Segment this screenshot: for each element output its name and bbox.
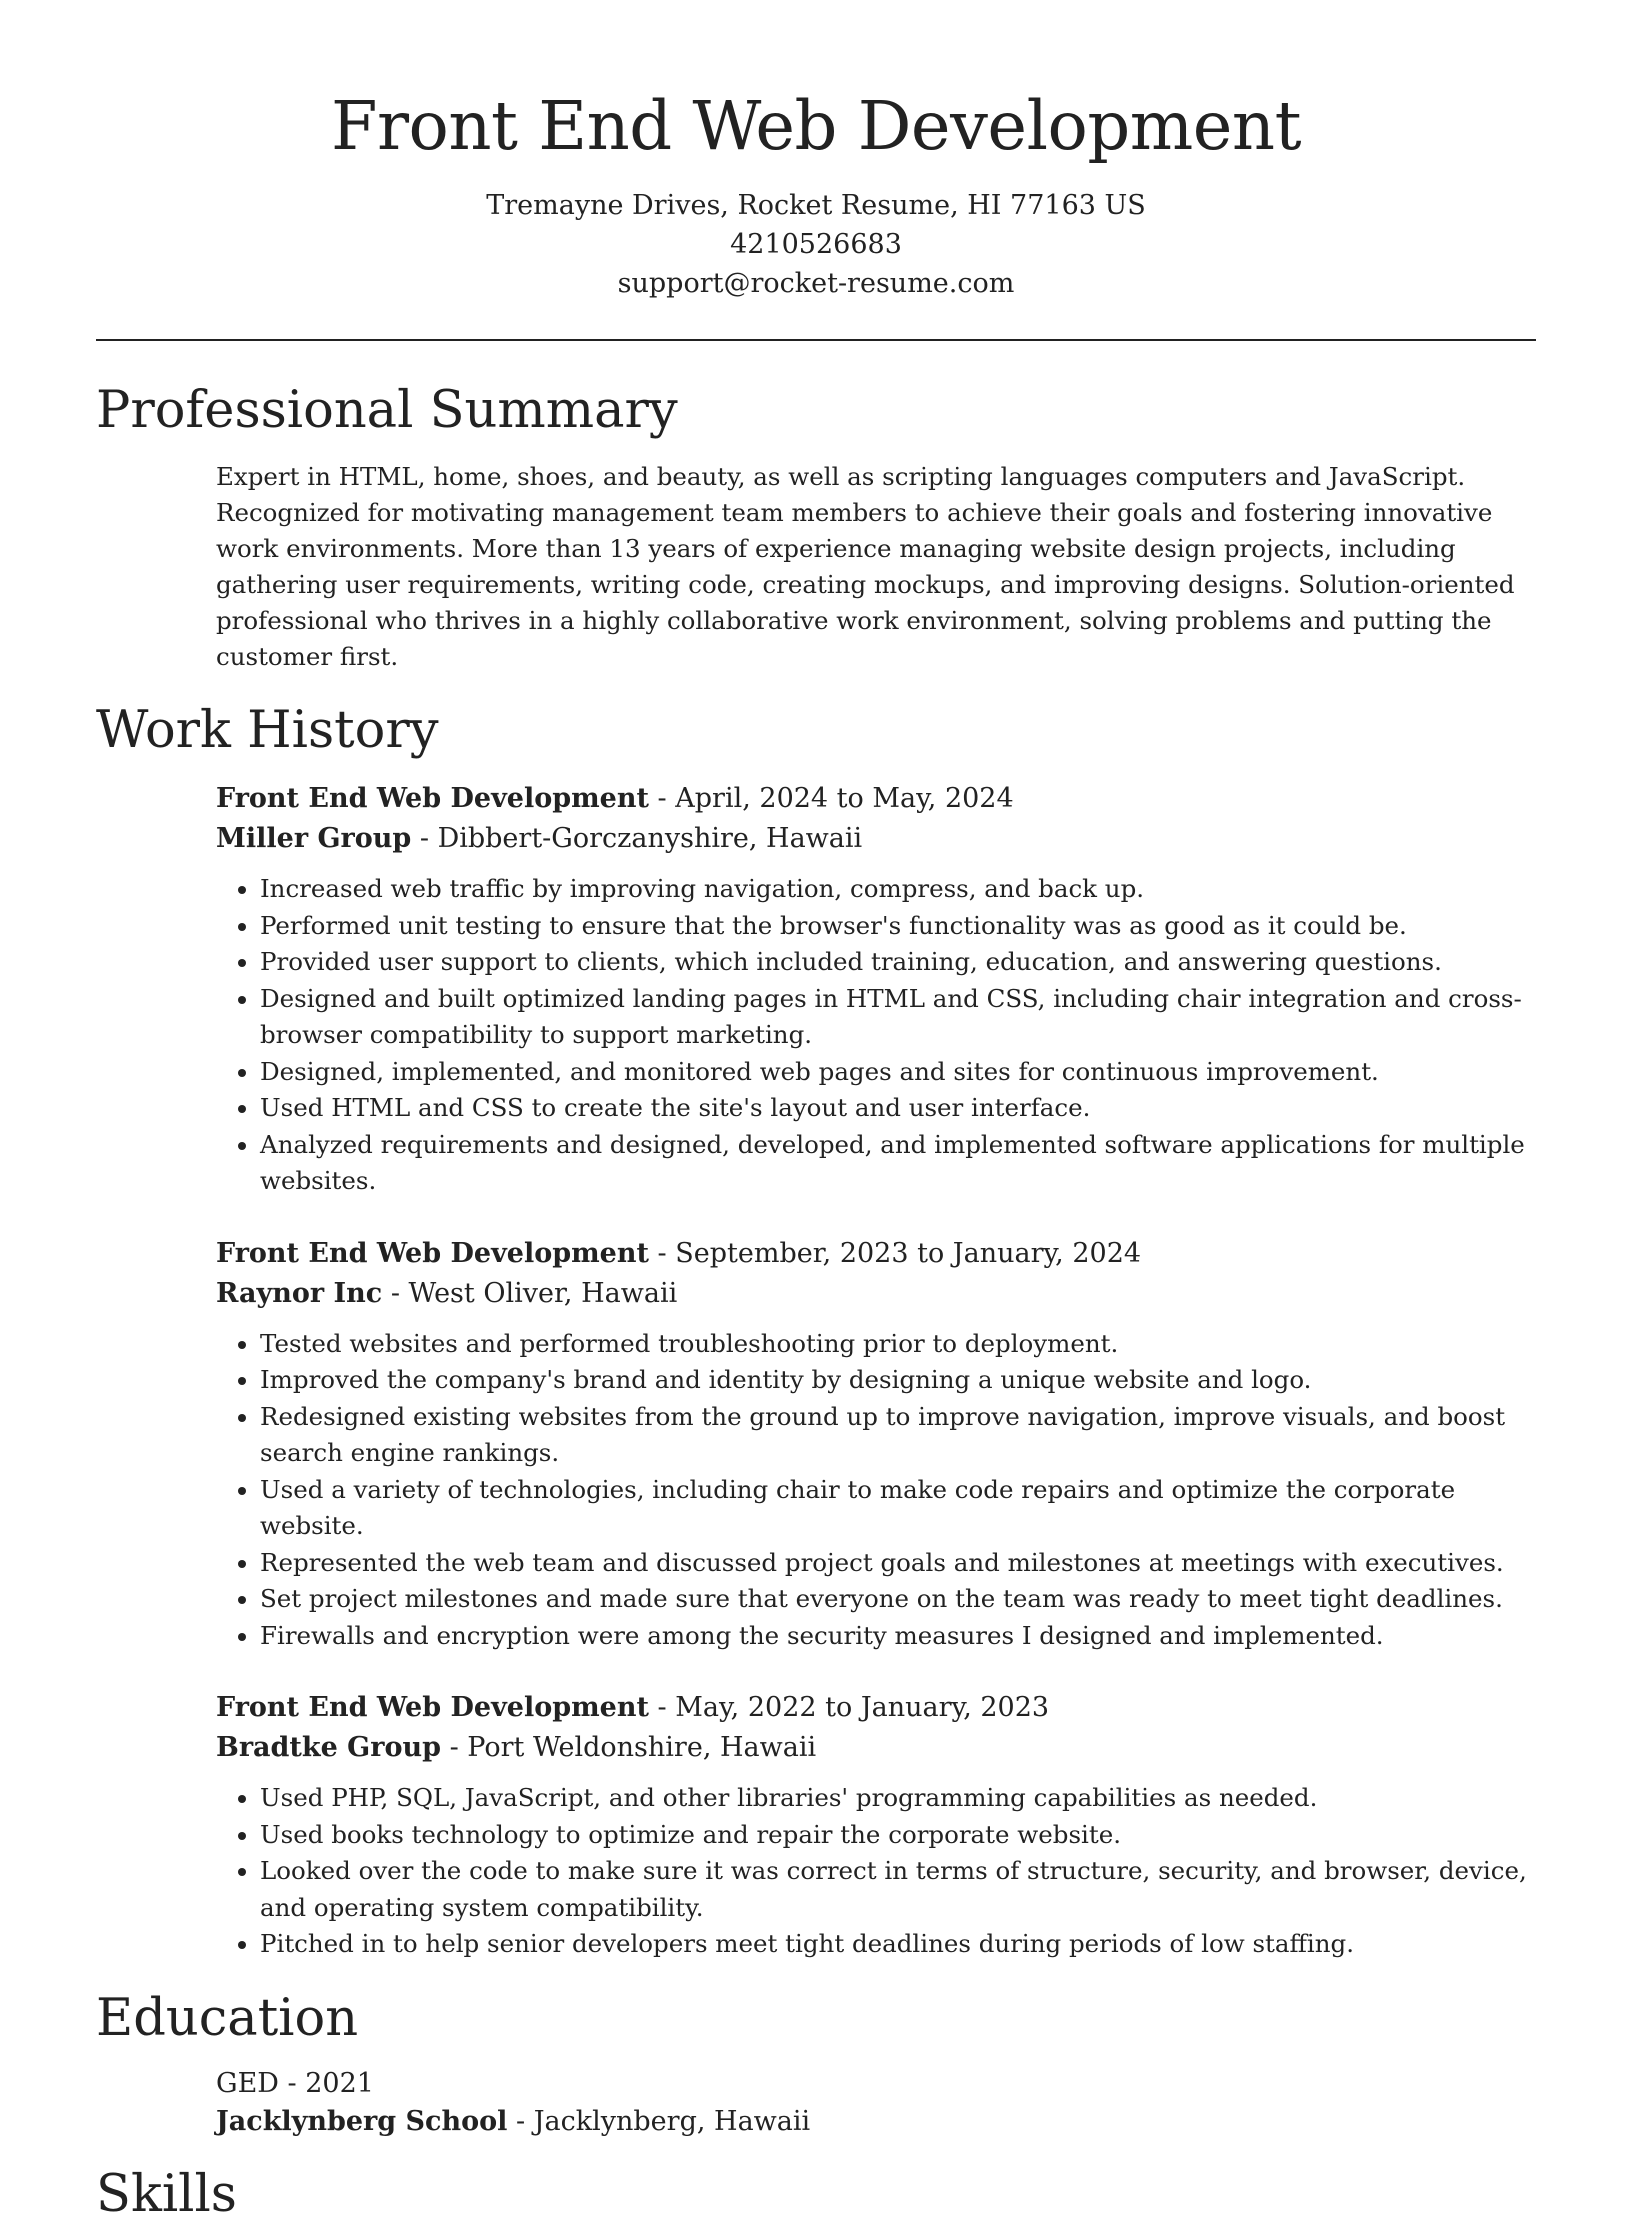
resume-page: [96, 0, 1536, 2227]
job-title: Front End Web Development: [216, 1692, 649, 1723]
job-bullet: • Designed and built optimized landing pages in HTML and CSS, including chair integration and cross-browser compatibility to support marketing.: [260, 981, 1536, 1054]
job-separator: -: [657, 1692, 676, 1723]
education-separator: -: [287, 2067, 306, 2099]
job-bullet: • Represented the web team and discussed project goals and milestones at meetings with executives.: [260, 1545, 1536, 1582]
job-bullet: • Used HTML and CSS to create the site's layout and user interface.: [260, 1090, 1536, 1127]
job-bullet: • Increased web traffic by improving navigation, compress, and back up.: [260, 871, 1536, 908]
job-title: Front End Web Development: [216, 1237, 649, 1269]
job-title-line: [216, 779, 1536, 819]
contact-email: support@rocket-resume.com: [617, 268, 1015, 299]
job-bullet: • Pitched in to help senior developers meet tight deadlines during periods of low staffing.: [260, 1926, 1536, 1963]
resume-name: Front End Web Development: [331, 87, 1301, 165]
job-dates: September, 2023 to January, 2024: [675, 1237, 1142, 1269]
work-history-list: [216, 779, 1536, 1963]
education-year: 2021: [305, 2067, 374, 2099]
job-company: Bradtke Group: [216, 1732, 441, 1763]
job-bullets: [216, 1780, 1536, 1963]
job-bullet: • Used PHP, SQL, JavaScript, and other libraries' programming capabilities as needed.: [260, 1780, 1536, 1817]
contact-address: Tremayne Drives, Rocket Resume, HI 77163 US: [486, 190, 1146, 221]
job-company: Raynor Inc: [216, 1277, 383, 1309]
education-separator: -: [516, 2105, 534, 2137]
job-dates: April, 2024 to May, 2024: [675, 783, 1014, 814]
job-company-line: [216, 819, 1536, 859]
job-bullet: • Set project milestones and made sure that everyone on the team was ready to meet tight deadlines.: [260, 1581, 1536, 1618]
resume-header: [96, 0, 1536, 303]
contact-phone: 4210526683: [730, 229, 902, 260]
job-location: Dibbert-Gorczanyshire, Hawaii: [437, 823, 863, 854]
job-company: Miller Group: [216, 823, 412, 854]
education-school: Jacklynberg School: [216, 2105, 508, 2137]
education-degree: GED: [216, 2067, 279, 2099]
education-heading: Education: [96, 1988, 359, 2048]
job-location: Port Weldonshire, Hawaii: [467, 1732, 817, 1763]
education-degree-line: [216, 2065, 1536, 2103]
job-separator: -: [657, 783, 676, 814]
job-bullet: • Performed unit testing to ensure that the browser's functionality was as good as it could be.: [260, 908, 1536, 945]
job-separator: -: [449, 1732, 468, 1763]
summary-heading: Professional Summary: [96, 381, 678, 440]
job-bullets: [216, 871, 1536, 1200]
job-entry: [216, 1688, 1536, 1963]
job-bullet: • Tested websites and performed troubleshooting prior to deployment.: [260, 1326, 1536, 1363]
job-title-line: [216, 1688, 1536, 1728]
job-entry: [216, 1234, 1536, 1655]
job-separator: -: [419, 823, 438, 854]
job-bullet: • Firewalls and encryption were among the security measures I designed and implemented.: [260, 1618, 1536, 1655]
job-title: Front End Web Development: [216, 783, 649, 814]
job-location: West Oliver, Hawaii: [408, 1277, 678, 1309]
job-entry: [216, 779, 1536, 1200]
job-company-line: [216, 1274, 1536, 1314]
job-dates: May, 2022 to January, 2023: [675, 1692, 1050, 1723]
summary-text: Expert in HTML, home, shoes, and beauty, as well as scripting languages computers and JavaScript. Recognized for motivating management team members to achieve their goals and fostering innovative work environments. More than 13 years of experience managing website design projects, including gathering user requirements, writing code, creating mockups, and improving designs. Solution-oriented professional who thrives in a highly collaborative work environment, solving problems and putting the customer first.: [216, 462, 1515, 671]
job-title-line: [216, 1234, 1536, 1274]
job-bullet: • Used books technology to optimize and repair the corporate website.: [260, 1817, 1536, 1854]
job-bullet: • Used a variety of technologies, including chair to make code repairs and optimize the corporate website.: [260, 1472, 1536, 1545]
job-bullet: • Analyzed requirements and designed, developed, and implemented software applications for multiple websites.: [260, 1127, 1536, 1200]
education-school-line: [216, 2103, 1536, 2141]
education-location: Jacklynberg, Hawaii: [533, 2105, 811, 2137]
job-bullets: [216, 1326, 1536, 1655]
contact-block: [96, 186, 1536, 303]
job-separator: -: [390, 1277, 409, 1309]
skills-heading: Skills: [96, 2164, 237, 2224]
job-company-line: [216, 1728, 1536, 1768]
job-bullet: • Improved the company's brand and identity by designing a unique website and logo.: [260, 1362, 1536, 1399]
job-separator: -: [657, 1237, 676, 1269]
education-entry: [216, 2065, 1536, 2141]
job-bullet: • Looked over the code to make sure it was correct in terms of structure, security, and browser, device, and operating system compatibility.: [260, 1853, 1536, 1926]
job-bullet: • Provided user support to clients, which included training, education, and answering questions.: [260, 944, 1536, 981]
work-history-heading: Work History: [96, 701, 439, 760]
job-bullet: • Redesigned existing websites from the ground up to improve navigation, improve visuals, and boost search engine rankings.: [260, 1399, 1536, 1472]
job-bullet: • Designed, implemented, and monitored web pages and sites for continuous improvement.: [260, 1054, 1536, 1091]
header-divider: [96, 339, 1536, 341]
